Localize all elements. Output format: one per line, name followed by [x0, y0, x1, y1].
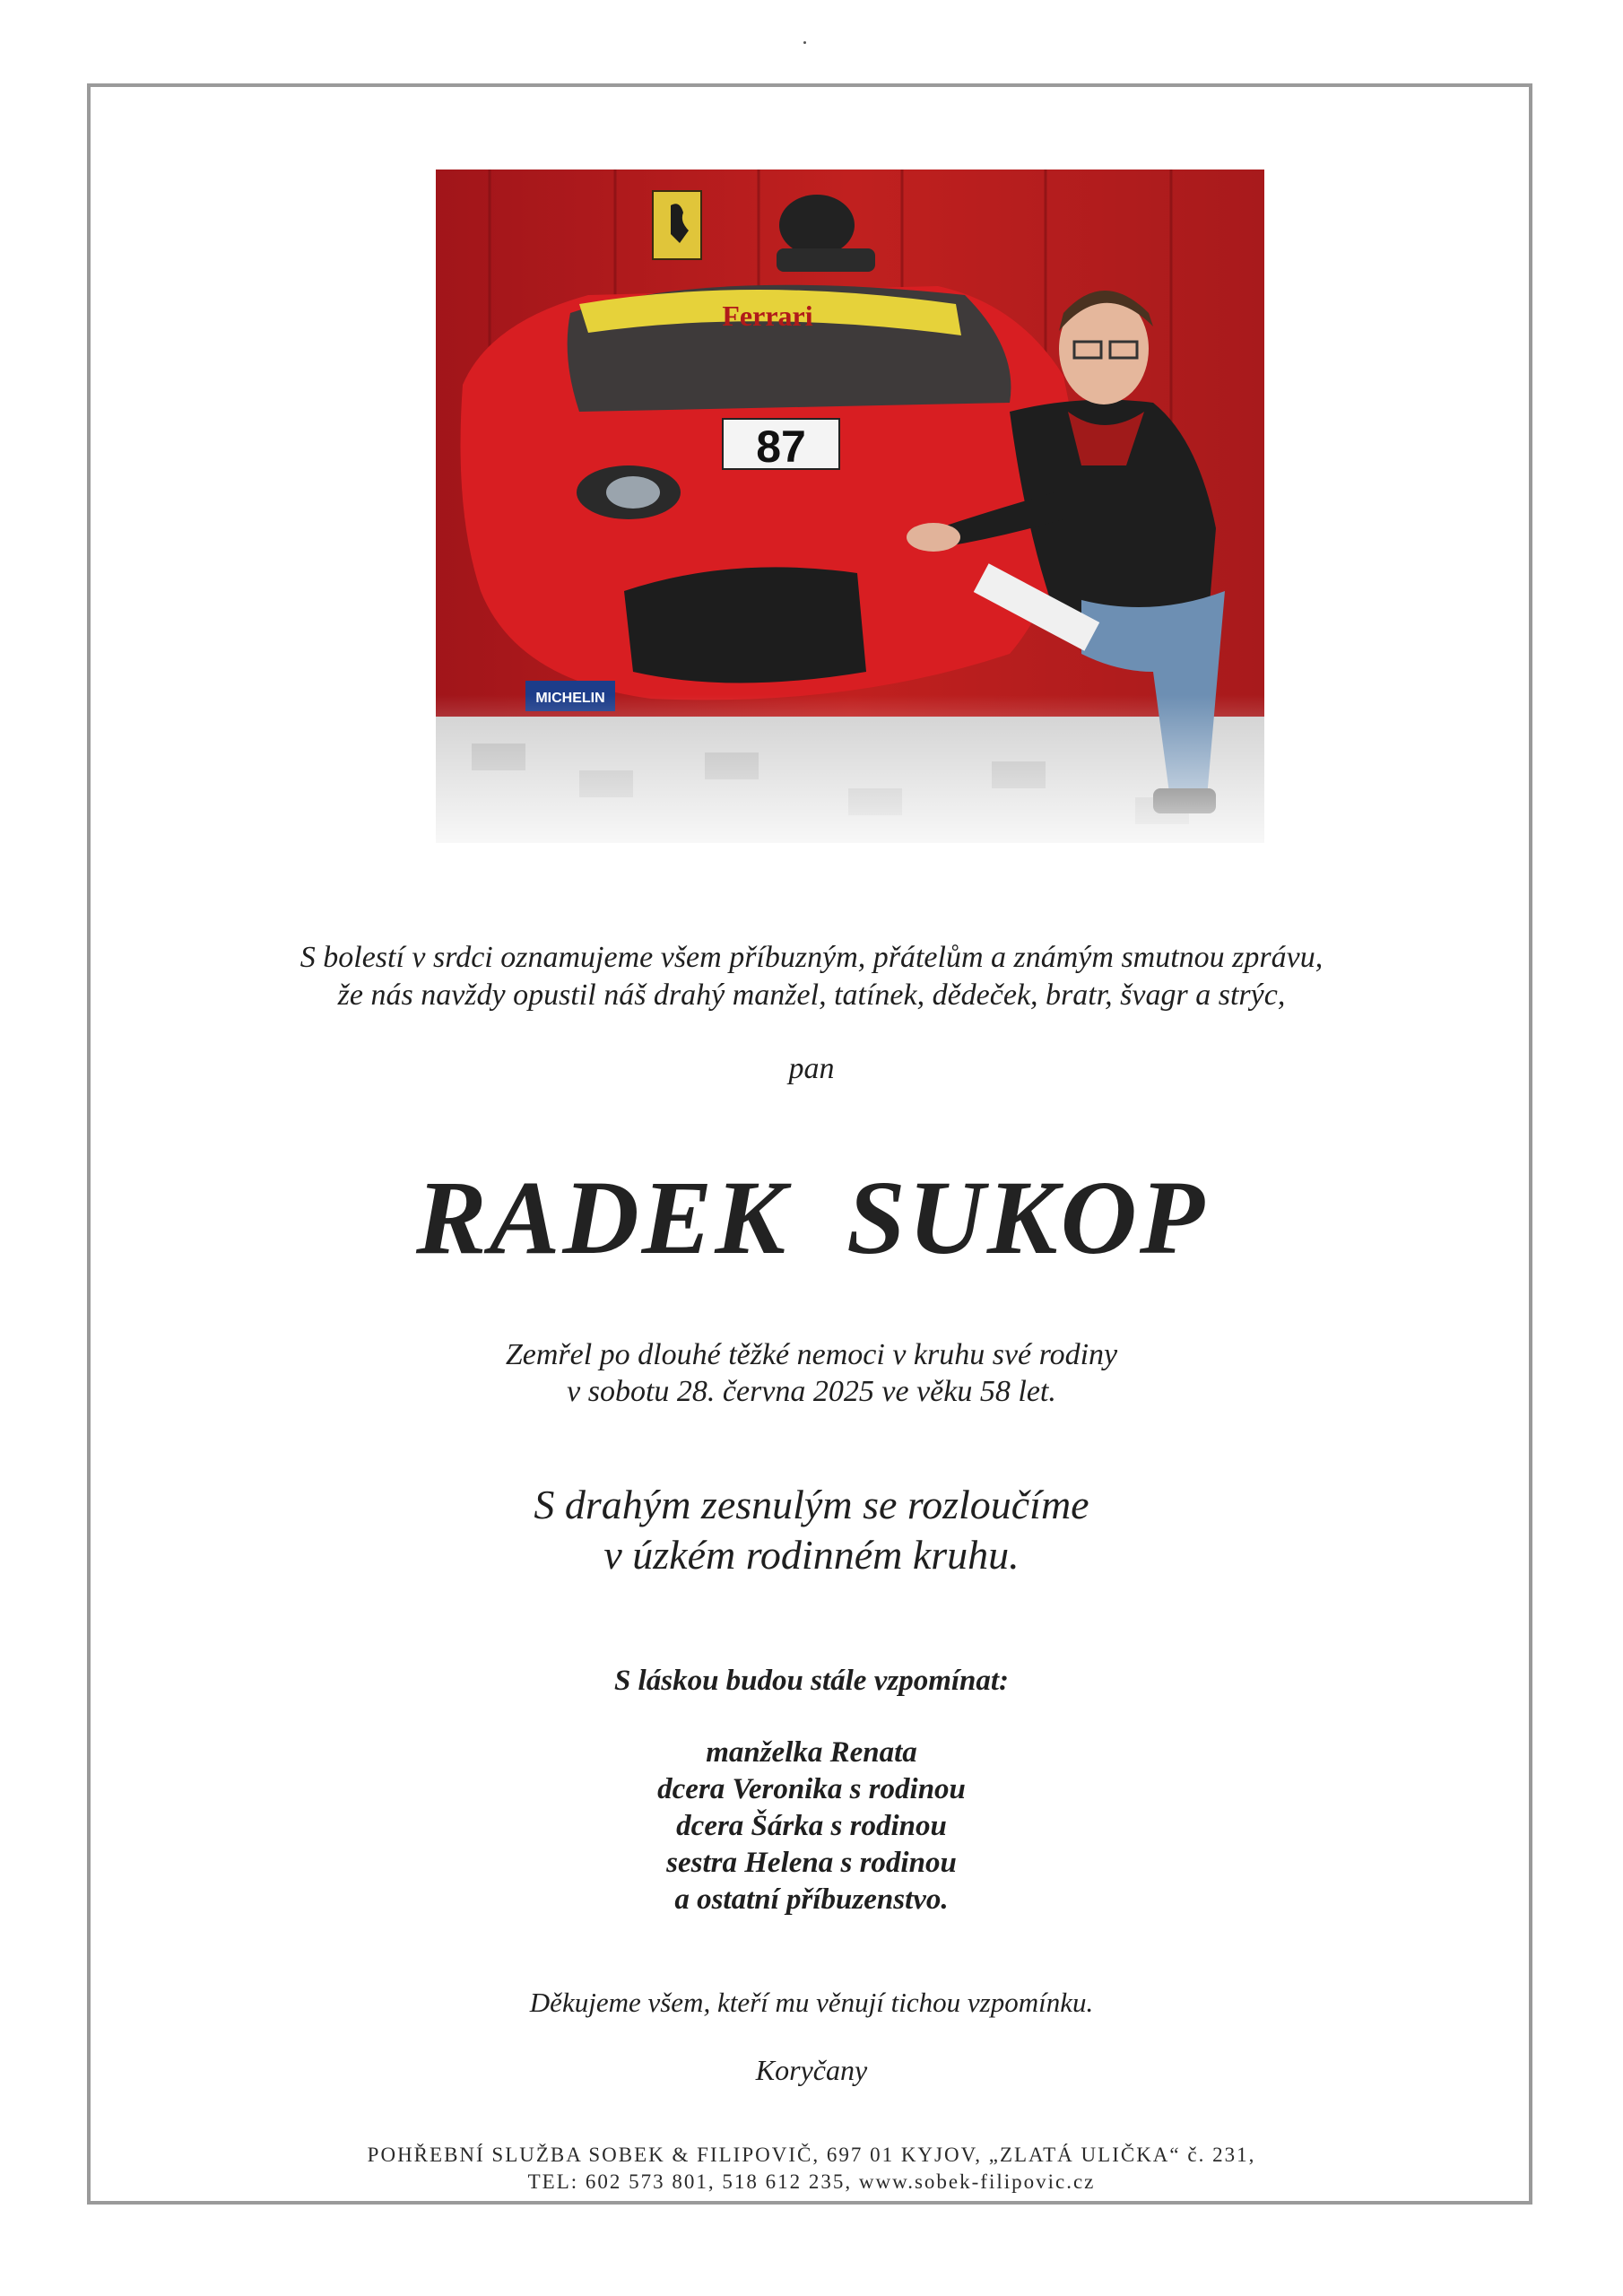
deceased-name [0, 1157, 1623, 1279]
family-member: manželka Renata [706, 1736, 917, 1769]
scan-speck [803, 41, 806, 44]
death-notice-line: v sobotu 28. června 2025 ve věku 58 let. [567, 1375, 1056, 1408]
announcement-line: S bolestí v srdci oznamujeme všem příbuzným, přátelům a známým smutnou zprávu, [299, 941, 1324, 974]
photo-illustration [436, 170, 1264, 843]
family-member: dcera Veronika s rodinou [657, 1773, 966, 1805]
thanks-text: Děkujeme všem, kteří mu věnují tichou vzpomínku. [529, 1987, 1094, 2018]
footer-address: POHŘEBNÍ SLUŽBA SOBEK & FILIPOVIČ, 697 01 KYJOV, „ZLATÁ ULIČKA“ č. 231, [367, 2144, 1256, 2166]
farewell-line: v úzkém rodinném kruhu. [603, 1532, 1020, 1578]
place-name: Koryčany [755, 2054, 868, 2086]
footer-contact: TEL: 602 573 801, 518 612 235, www.sobek-filipovic.cz [527, 2170, 1096, 2193]
first-name: RADEK [416, 1159, 789, 1276]
death-notice [0, 1336, 1623, 1410]
announcement-text [0, 939, 1623, 1014]
family-list [0, 1735, 1623, 1918]
family-member: dcera Šárka s rodinou [676, 1810, 947, 1842]
death-notice-line: Zemřel po dlouhé těžké nemoci v kruhu své rodiny [505, 1338, 1118, 1371]
portrait-photo [436, 170, 1264, 843]
farewell-notice [0, 1480, 1623, 1580]
funeral-service-footer [0, 2142, 1623, 2196]
family-member: sestra Helena s rodinou [666, 1847, 957, 1879]
family-member: a ostatní příbuzenstvo. [674, 1883, 949, 1916]
last-name: SUKOP [846, 1159, 1207, 1276]
remember-heading: S láskou budou stále vzpomínat: [613, 1665, 1010, 1697]
title-word: pan [788, 1052, 835, 1085]
announcement-line: že nás navždy opustil náš drahý manžel, tatínek, dědeček, bratr, švagr a strýc, [337, 978, 1286, 1012]
farewell-line: S drahým zesnulým se rozloučíme [534, 1482, 1089, 1527]
